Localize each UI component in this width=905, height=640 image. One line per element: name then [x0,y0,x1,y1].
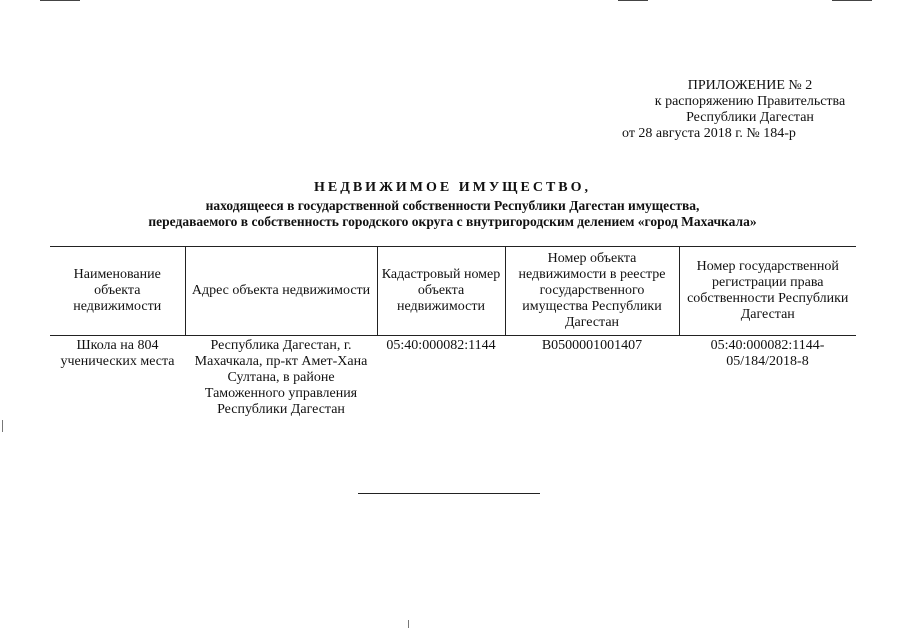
cell-cadastral-number: 05:40:000082:1144 [386,338,496,353]
cell-object-name: Школа на 804 ученических места [60,338,175,369]
appendix-order-ref: к распоряжению Правительства [654,94,846,109]
cell-registration-number: 05:40:000082:1144-05/184/2018-8 [710,338,825,369]
subtitle-line-1: находящееся в государственной собственности Республики Дагестан имущества, [205,198,700,213]
header-object-name: Наименование объекта недвижимости [50,247,185,336]
scan-artifact-tick [2,420,3,432]
cell-object-address: Республика Дагестан, г. Махачкала, пр-кт Амет-Хана Султана, в районе Таможенного управления Республики Дагестан [194,338,368,417]
document-subtitle [0,198,905,230]
appendix-date: от 28 августа 2018 г. № 184-р [622,126,796,141]
header-registration-number: Номер государственной регистрации права собственности Республики Дагестан [679,247,856,336]
scan-artifact-line [40,0,80,1]
table-row [50,336,856,421]
appendix-block [600,78,900,142]
closing-line [358,493,540,494]
header-registry-number: Номер объекта недвижимости в реестре государственного имущества Республики Дагестан [505,247,679,336]
table-header-row [50,247,856,336]
document-title: НЕДВИЖИМОЕ ИМУЩЕСТВО, [313,180,592,195]
scan-artifact-line [832,0,872,1]
appendix-number: ПРИЛОЖЕНИЕ № 2 [687,78,813,93]
property-table [50,246,856,420]
scan-artifact-line [618,0,648,1]
scan-artifact-tick [408,620,409,628]
cell-registry-number: В0500001001407 [541,338,643,353]
subtitle-line-2: передаваемого в собственность городского округа с внутригородским делением «город Махачкала» [148,214,757,229]
appendix-region: Республики Дагестан [686,110,814,125]
header-cadastral-number: Кадастровый номер объекта недвижимости [377,247,505,336]
header-object-address: Адрес объекта недвижимости [185,247,377,336]
